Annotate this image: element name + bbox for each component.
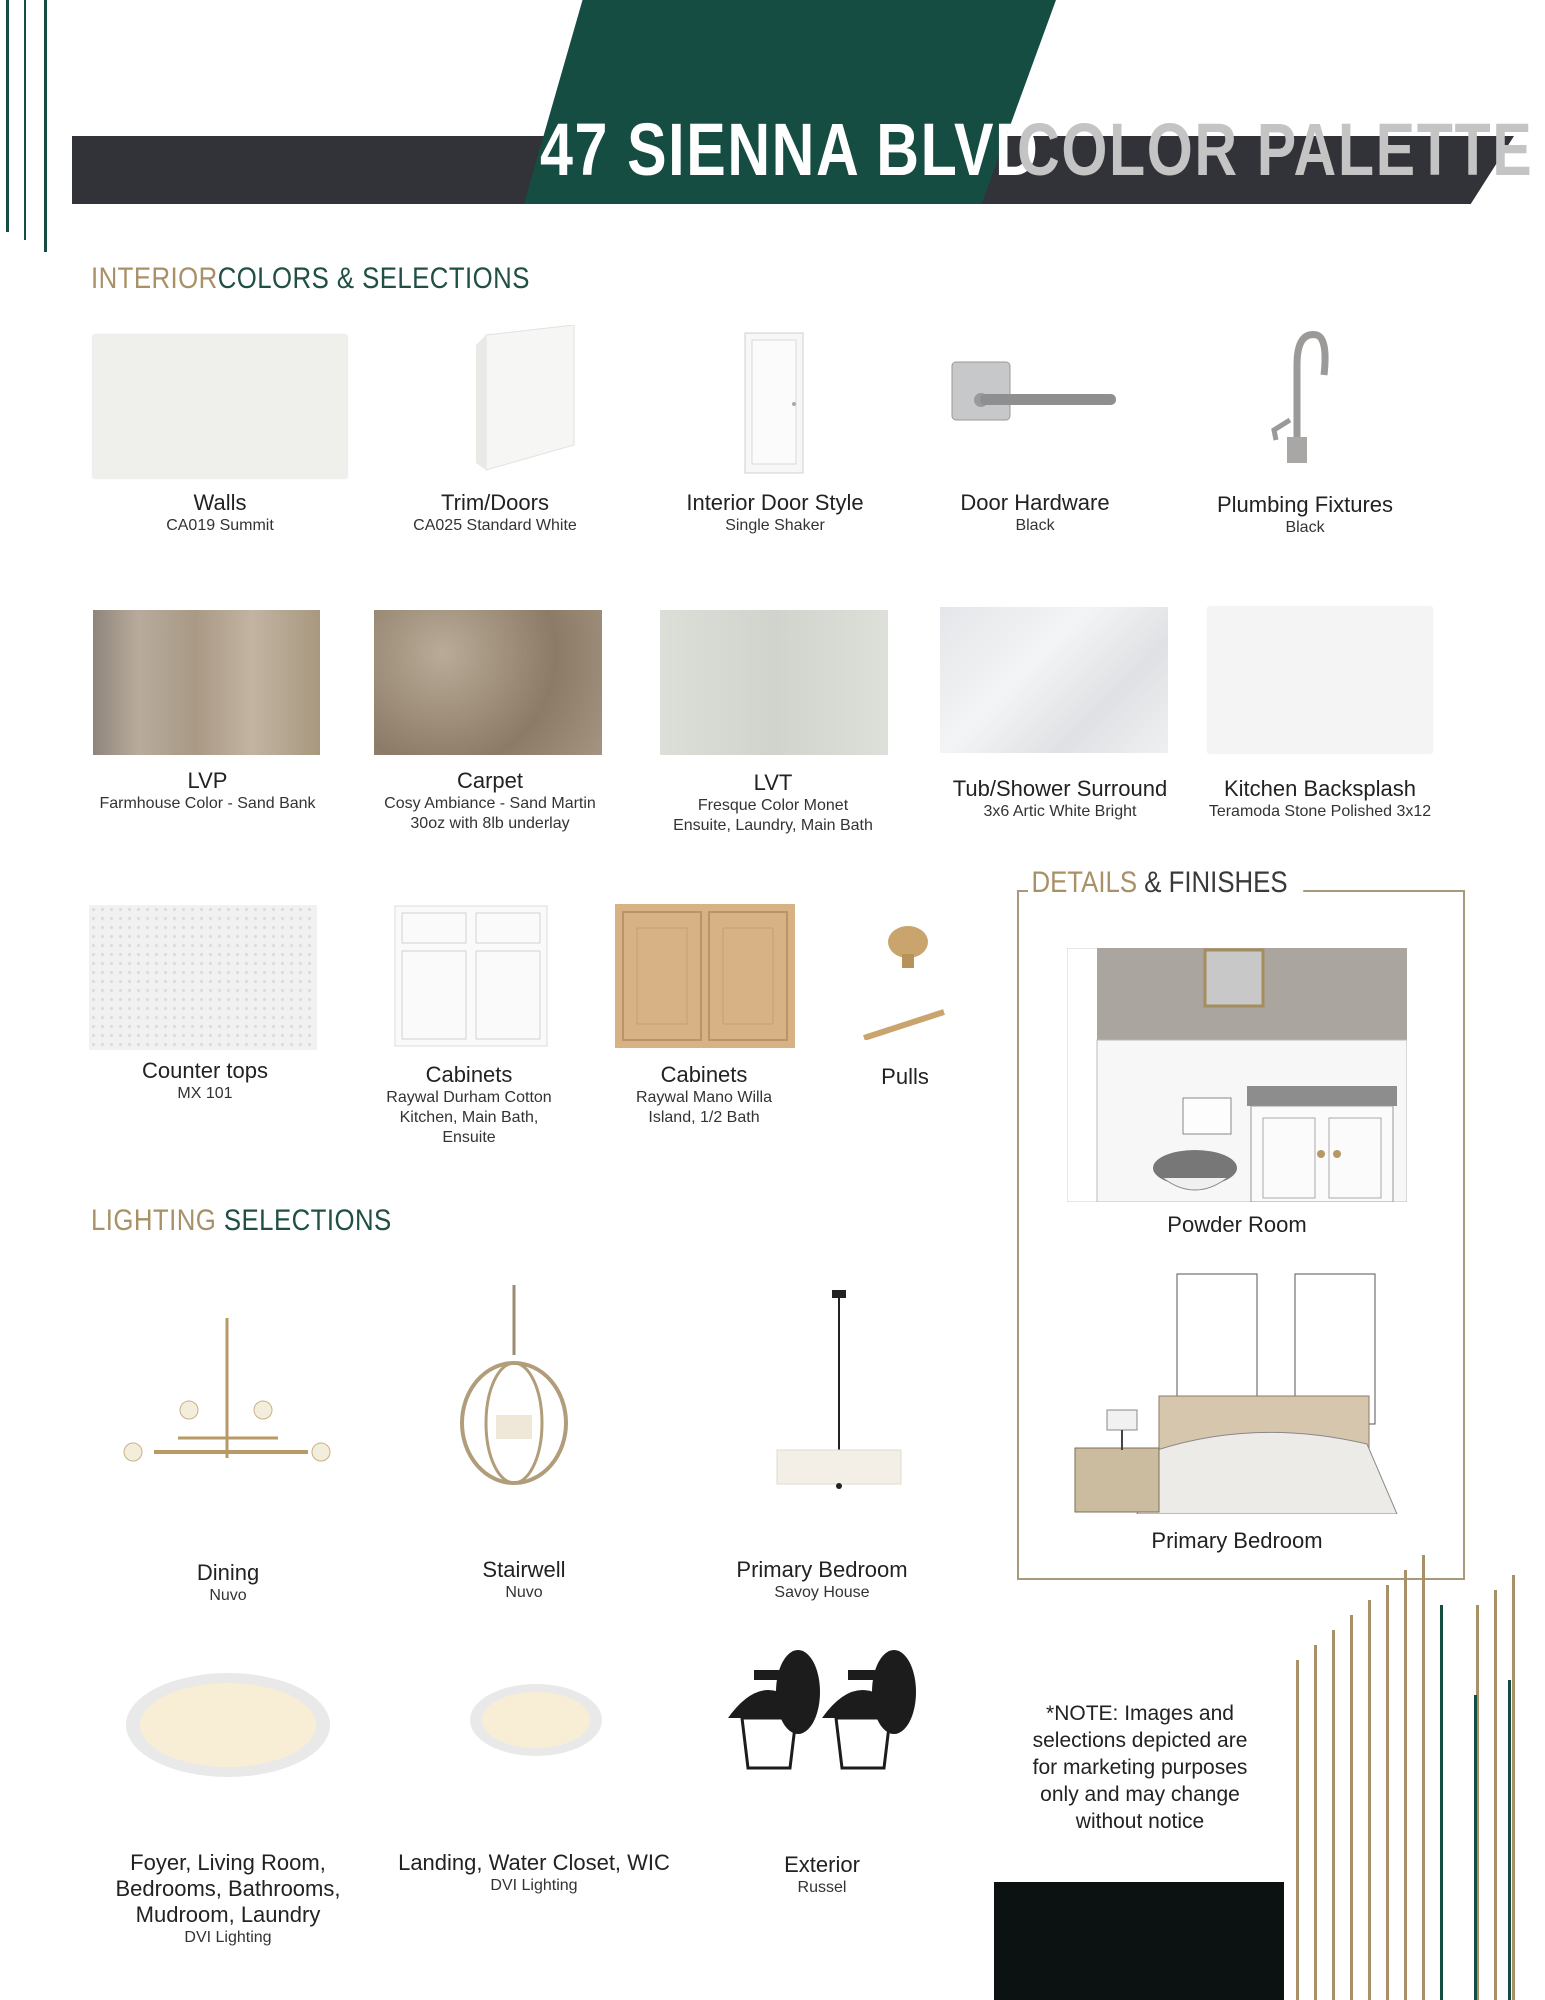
flush-mount-large-label: Foyer, Living Room, Bedrooms, Bathrooms, Mudroom, Laundry DVI Lighting bbox=[115, 1850, 341, 1946]
carpet-swatch bbox=[374, 610, 602, 755]
left-accent-line-2 bbox=[24, 0, 26, 240]
interior-section-title: INTERIORCOLORS & SELECTIONS bbox=[91, 262, 530, 295]
plumbing-label: Plumbing Fixtures Black bbox=[1216, 492, 1394, 536]
marketing-note: *NOTE: Images and selections depicted are for marketing purposes only and may change without notice bbox=[1032, 1702, 1248, 1833]
lvt-label: LVT Fresque Color Monet Ensuite, Laundry, Main Bath bbox=[673, 770, 873, 834]
flush-mount-small-image bbox=[468, 1682, 604, 1758]
primary-bedroom-pendant-image bbox=[774, 1290, 904, 1490]
dining-chandelier-image bbox=[118, 1318, 336, 1470]
lvp-label: LVP Farmhouse Color - Sand Bank bbox=[99, 768, 316, 812]
left-accent-line-3 bbox=[44, 0, 47, 252]
walls-swatch bbox=[93, 335, 347, 478]
backsplash-label: Kitchen Backsplash Teramoda Stone Polished 3x12 bbox=[1208, 776, 1432, 820]
primary-bedroom-rendering bbox=[1067, 1268, 1415, 1514]
powder-room-rendering bbox=[1067, 948, 1407, 1202]
stairwell-light-label: Stairwell Nuvo bbox=[482, 1557, 566, 1601]
exterior-light-label: Exterior Russel bbox=[784, 1852, 860, 1896]
primary-bedroom-light-label: Primary Bedroom Savoy House bbox=[736, 1557, 908, 1601]
powder-room-label: Powder Room bbox=[1167, 1212, 1307, 1237]
backsplash-swatch bbox=[1208, 607, 1432, 753]
trim-swatch bbox=[466, 325, 576, 475]
flush-mount-large-image bbox=[124, 1670, 332, 1780]
primary-bedroom-detail-label: Primary Bedroom bbox=[1151, 1528, 1323, 1553]
cabinet-wood-swatch bbox=[615, 904, 795, 1048]
plumbing-fixture-swatch bbox=[1262, 325, 1332, 465]
decor-stripe bbox=[1386, 1585, 1389, 2000]
door-hardware-swatch bbox=[950, 360, 1118, 440]
pulls-label: Pulls bbox=[881, 1064, 929, 1089]
details-section-title: DETAILS & FINISHES bbox=[1028, 866, 1303, 900]
decor-stripe bbox=[1508, 1680, 1511, 2000]
door-hardware-label: Door Hardware Black bbox=[960, 490, 1110, 534]
decor-stripe bbox=[1494, 1590, 1497, 2000]
decor-stripe bbox=[1332, 1630, 1335, 2000]
stairwell-pendant-image bbox=[454, 1285, 574, 1485]
decor-stripe bbox=[1474, 1695, 1477, 2000]
decor-stripe bbox=[1368, 1600, 1371, 2000]
pulls-swatch bbox=[858, 920, 950, 1040]
lighting-section-title: LIGHTING SELECTIONS bbox=[91, 1204, 392, 1237]
countertop-swatch bbox=[89, 905, 317, 1050]
decor-stripe bbox=[1422, 1555, 1425, 2000]
decor-stripe bbox=[1314, 1645, 1317, 2000]
header-subtitle: COLOR PALETTE bbox=[1017, 108, 1534, 191]
lvt-swatch bbox=[660, 610, 888, 755]
cabinet-wood-label: Cabinets Raywal Mano Willa Island, 1/2 Bath bbox=[635, 1062, 773, 1126]
exterior-sconce-image bbox=[714, 1648, 934, 1788]
carpet-label: Carpet Cosy Ambiance - Sand Martin 30oz with 8lb underlay bbox=[384, 768, 596, 832]
door-style-label: Interior Door Style Single Shaker bbox=[686, 490, 864, 534]
decor-stripe bbox=[1440, 1605, 1443, 2000]
decor-stripe bbox=[1512, 1575, 1515, 2000]
flush-mount-small-label: Landing, Water Closet, WIC DVI Lighting bbox=[398, 1850, 670, 1894]
decor-stripe bbox=[1296, 1660, 1299, 2000]
lvp-swatch bbox=[93, 610, 320, 755]
header-address: 47 SIENNA BLVD bbox=[540, 108, 1040, 191]
tub-surround-swatch bbox=[940, 607, 1168, 753]
left-accent-line-1 bbox=[6, 0, 9, 232]
walls-label: Walls CA019 Summit bbox=[166, 490, 274, 534]
cabinet-white-label: Cabinets Raywal Durham Cotton Kitchen, Main Bath, Ensuite bbox=[386, 1062, 552, 1146]
decor-stripe bbox=[1350, 1615, 1353, 2000]
trim-label: Trim/Doors CA025 Standard White bbox=[413, 490, 577, 534]
dining-light-label: Dining Nuvo bbox=[196, 1560, 260, 1604]
decor-stripe bbox=[1404, 1570, 1407, 2000]
countertop-label: Counter tops MX 101 bbox=[142, 1058, 268, 1102]
tub-surround-label: Tub/Shower Surround 3x6 Artic White Bright bbox=[952, 776, 1168, 820]
door-style-swatch bbox=[744, 332, 804, 474]
cabinet-white-swatch bbox=[394, 905, 548, 1047]
footer-black-block bbox=[994, 1882, 1284, 2000]
